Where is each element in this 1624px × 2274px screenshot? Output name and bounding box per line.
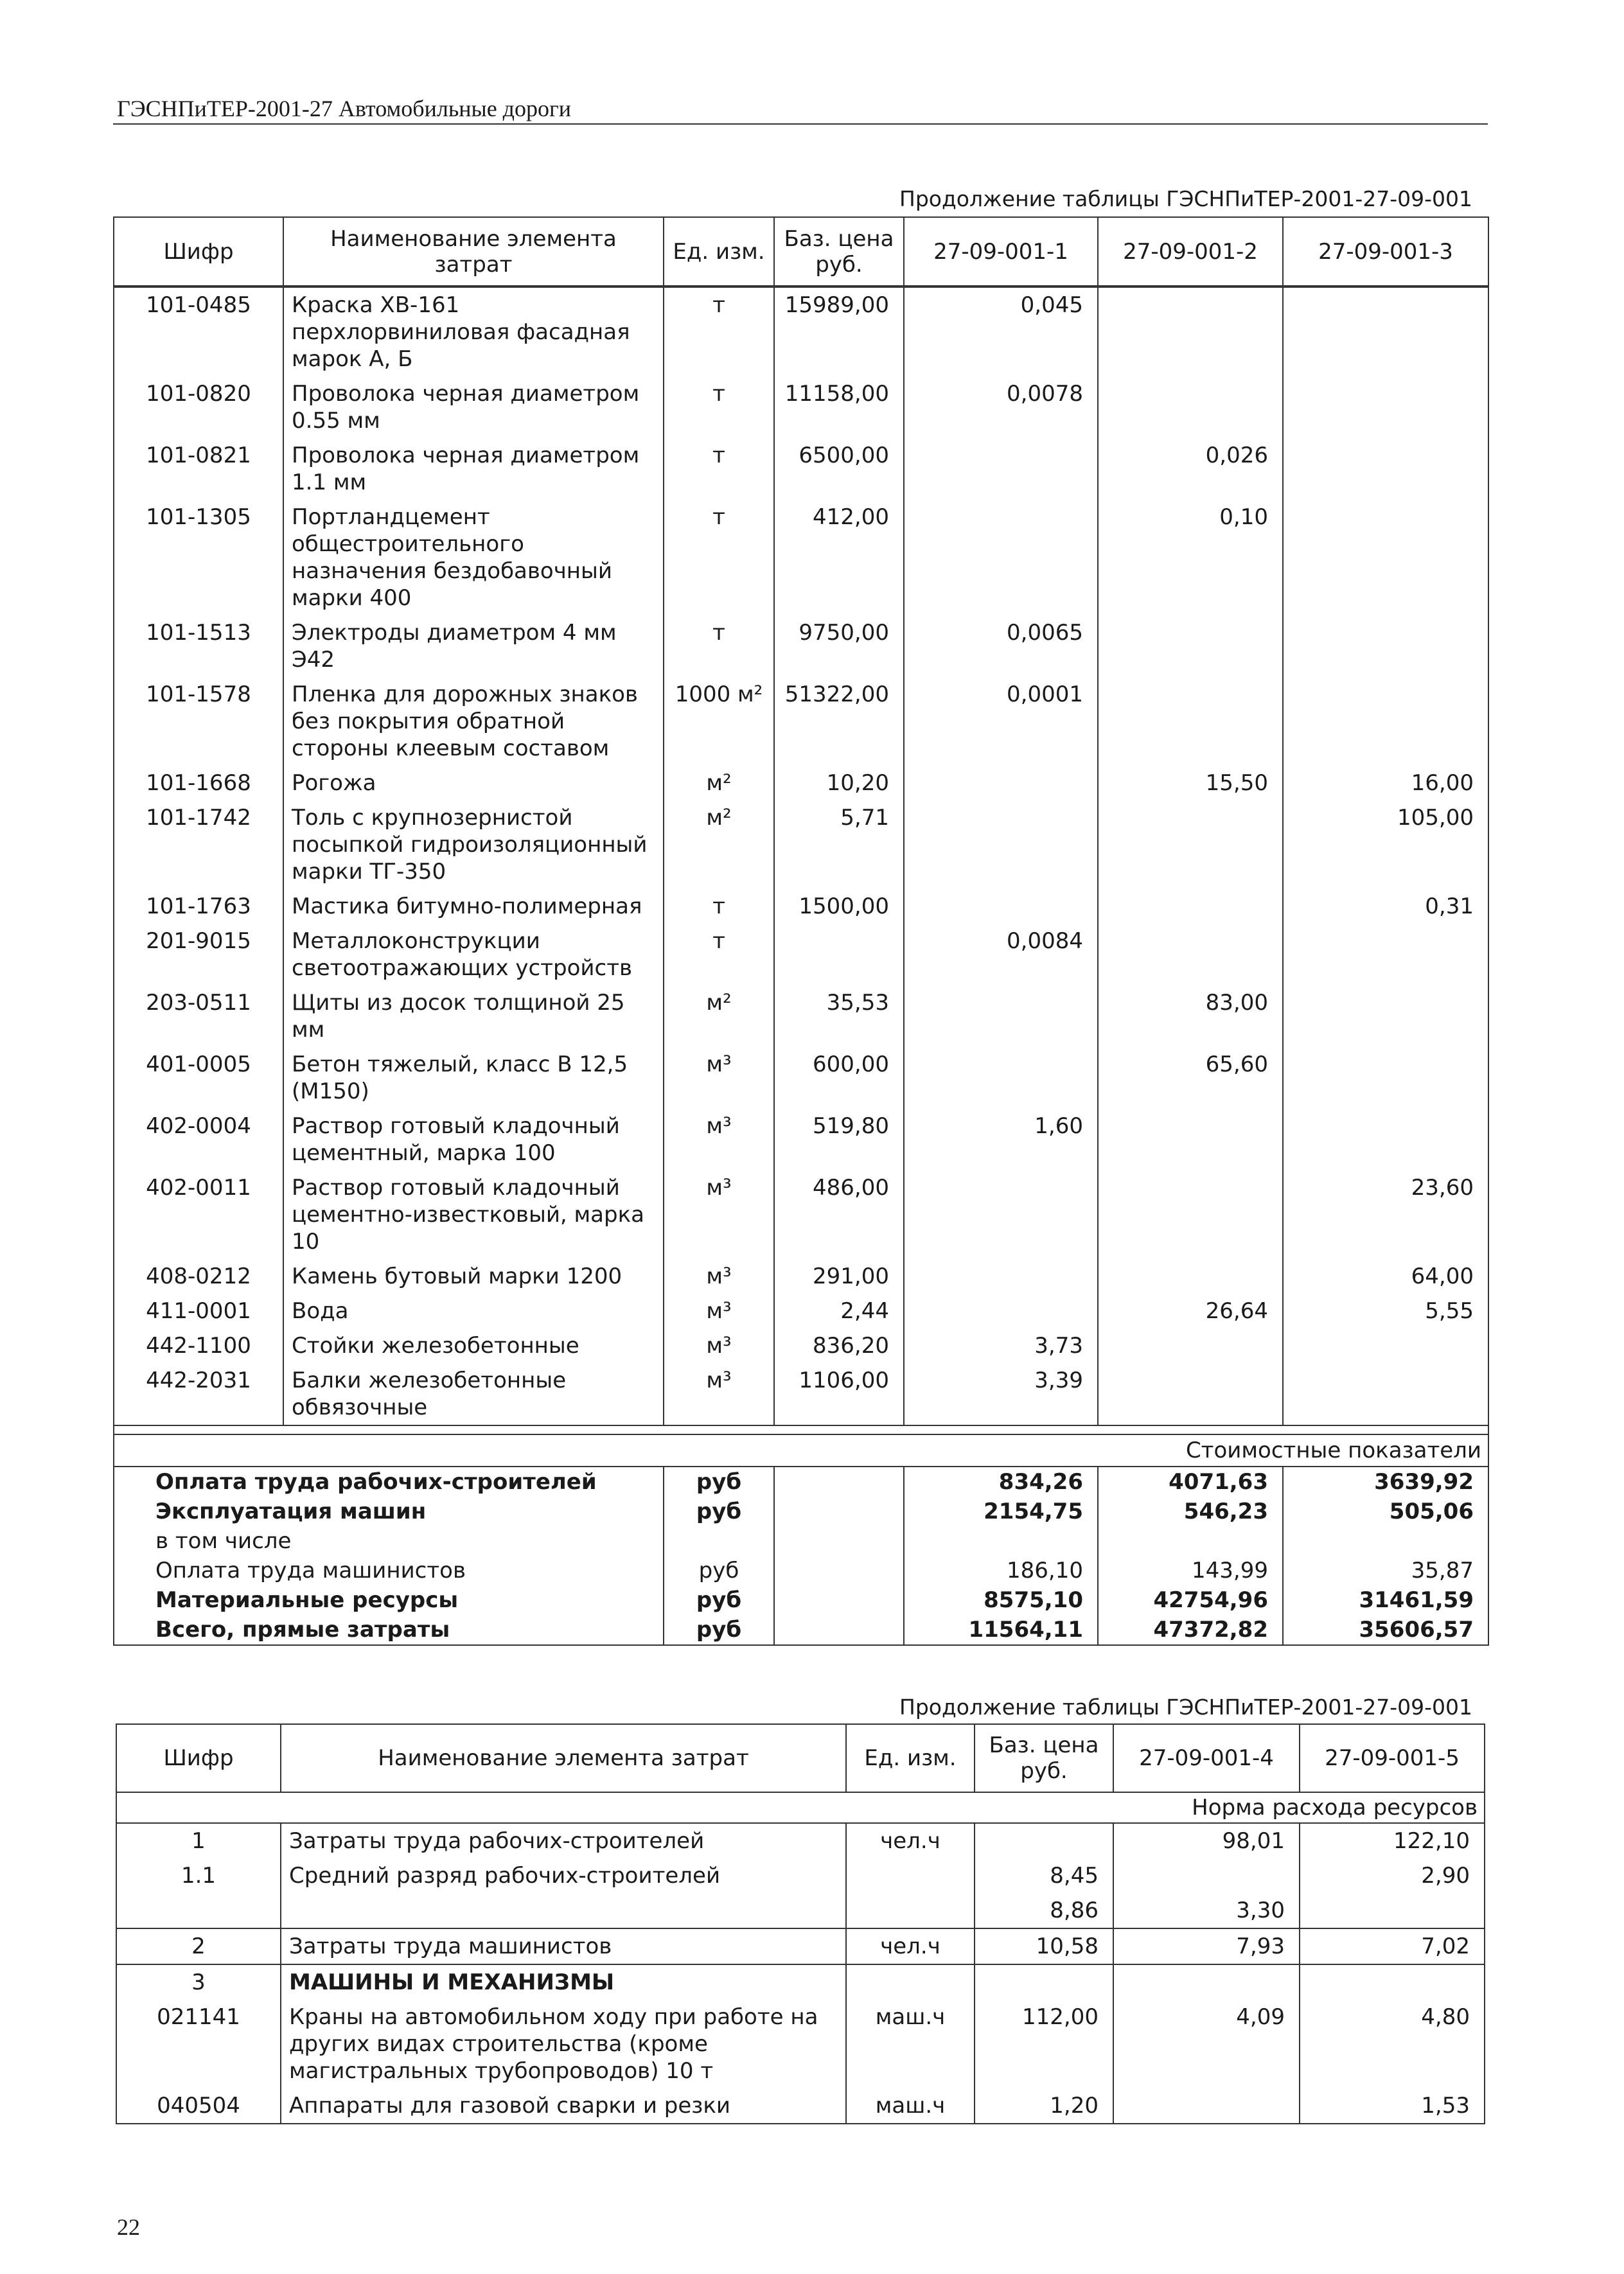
table-row: [114, 985, 1488, 1047]
row-unit: м³: [664, 1328, 774, 1363]
row-value-5: 122,10: [1300, 1823, 1485, 1858]
row-name: Проволока черная диаметром 1.1 мм: [283, 438, 664, 500]
row-value-4: 4,09: [1113, 2000, 1300, 2088]
summary-unit: [664, 1526, 774, 1556]
cost-indicators-row: [114, 1434, 1488, 1467]
table-row: [114, 615, 1488, 677]
row-unit: маш.ч: [846, 2000, 975, 2088]
row-value-2: 15,50: [1098, 766, 1283, 800]
table-row: [114, 1170, 1488, 1259]
row-value-2: [1098, 889, 1283, 924]
row-code: 442-2031: [114, 1363, 283, 1425]
row-value-3: [1283, 985, 1488, 1047]
row-unit: маш.ч: [846, 2088, 975, 2124]
summary-label: Материальные ресурсы: [114, 1585, 664, 1615]
summary-empty: [774, 1556, 904, 1585]
row-value-2: [1098, 1109, 1283, 1170]
table-row: [114, 800, 1488, 889]
row-value-1: 1,60: [904, 1109, 1098, 1170]
row-unit: м²: [664, 985, 774, 1047]
row-value-1: [904, 1259, 1098, 1294]
row-unit: т: [664, 924, 774, 985]
summary-row: [114, 1497, 1488, 1526]
row-name: Камень бутовый марки 1200: [283, 1259, 664, 1294]
row-name: Электроды диаметром 4 мм Э42: [283, 615, 664, 677]
row-value-2: [1098, 1170, 1283, 1259]
row-value-5: 2,90: [1300, 1858, 1485, 1893]
row-name: Бетон тяжелый, класс В 12,5 (М150): [283, 1047, 664, 1109]
table-row: [114, 1294, 1488, 1328]
row-code: 402-0004: [114, 1109, 283, 1170]
row-name: [281, 1893, 846, 1928]
row-value-3: 16,00: [1283, 766, 1488, 800]
summary-value-3: 505,06: [1283, 1497, 1488, 1526]
summary-unit: руб: [664, 1497, 774, 1526]
row-value-1: 3,39: [904, 1363, 1098, 1425]
table-row: [114, 1363, 1488, 1425]
row-unit: м³: [664, 1047, 774, 1109]
table-spacer-row: [114, 1425, 1488, 1434]
row-unit: м³: [664, 1109, 774, 1170]
row-name: Вода: [283, 1294, 664, 1328]
row-value-2: [1098, 1328, 1283, 1363]
row-base-price: 9750,00: [774, 615, 904, 677]
row-unit: 1000 м²: [664, 677, 774, 766]
row-name: Краны на автомобильном ходу при работе на других видах строительства (кроме магистральных трубопроводов) 10 т: [281, 2000, 846, 2088]
row-name: Балки железобетонные обвязочные: [283, 1363, 664, 1425]
row-value-4: [1113, 2088, 1300, 2124]
row-unit: [846, 1893, 975, 1928]
summary-label: Эксплуатация машин: [114, 1497, 664, 1526]
table2-body: [116, 1792, 1485, 2124]
row-base-price: 291,00: [774, 1259, 904, 1294]
row-name: Раствор готовый кладочный цементный, марка 100: [283, 1109, 664, 1170]
table-row: [114, 677, 1488, 766]
row-value-3: [1283, 376, 1488, 438]
row-base-price: 112,00: [975, 2000, 1113, 2088]
row-unit: т: [664, 500, 774, 615]
row-code: 101-0821: [114, 438, 283, 500]
header-col-27-09-001-3: 27-09-001-3: [1283, 217, 1488, 286]
row-value-3: [1283, 438, 1488, 500]
summary-unit: руб: [664, 1556, 774, 1585]
table-row: [114, 924, 1488, 985]
row-value-4: [1113, 1964, 1300, 2000]
row-code: [116, 1893, 281, 1928]
summary-row: [114, 1556, 1488, 1585]
row-value-2: 26,64: [1098, 1294, 1283, 1328]
page-header-title: ГЭСНПиТЕР-2001-27 Автомобильные дороги: [117, 96, 572, 121]
summary-value-2: 143,99: [1098, 1556, 1283, 1585]
row-value-2: [1098, 1259, 1283, 1294]
row-base-price: 10,20: [774, 766, 904, 800]
row-unit: т: [664, 376, 774, 438]
row-name: Стойки железобетонные: [283, 1328, 664, 1363]
summary-label: Всего, прямые затраты: [114, 1615, 664, 1645]
table-row: [114, 1109, 1488, 1170]
header-col-27-09-001-1: 27-09-001-1: [904, 217, 1098, 286]
summary-value-2: 47372,82: [1098, 1615, 1283, 1645]
table-row: [116, 1928, 1485, 1964]
row-code: 101-0485: [114, 286, 283, 376]
table-row: [116, 2088, 1485, 2124]
row-name: Толь с крупнозернистой посыпкой гидроизоляционный марки ТГ-350: [283, 800, 664, 889]
header2-unit: Ед. изм.: [846, 1724, 975, 1792]
row-name: Рогожа: [283, 766, 664, 800]
table-row: [114, 766, 1488, 800]
row-name: Средний разряд рабочих-строителей: [281, 1858, 846, 1893]
summary-unit: руб: [664, 1467, 774, 1497]
row-value-2: [1098, 677, 1283, 766]
row-base-price: 35,53: [774, 985, 904, 1047]
summary-row: [114, 1615, 1488, 1645]
row-base-price: 10,58: [975, 1928, 1113, 1964]
header2-col-27-09-001-5: 27-09-001-5: [1300, 1724, 1485, 1792]
summary-value-3: 35606,57: [1283, 1615, 1488, 1645]
row-value-2: [1098, 286, 1283, 376]
summary-unit: руб: [664, 1615, 774, 1645]
row-value-3: [1283, 1328, 1488, 1363]
row-base-price: 1,20: [975, 2088, 1113, 2124]
summary-empty: [774, 1467, 904, 1497]
row-value-4: [1113, 1858, 1300, 1893]
row-code: 101-1305: [114, 500, 283, 615]
header-code: Шифр: [114, 217, 283, 286]
summary-value-1: 2154,75: [904, 1497, 1098, 1526]
row-unit: м²: [664, 766, 774, 800]
row-value-1: [904, 985, 1098, 1047]
table-row: [116, 1964, 1485, 2000]
summary-value-1: [904, 1526, 1098, 1556]
header-col-27-09-001-2: 27-09-001-2: [1098, 217, 1283, 286]
row-value-3: 0,31: [1283, 889, 1488, 924]
row-base-price: [774, 924, 904, 985]
summary-label: Оплата труда машинистов: [114, 1556, 664, 1585]
header2-base-price: Баз. цена руб.: [975, 1724, 1113, 1792]
row-value-3: [1283, 924, 1488, 985]
row-value-2: 0,026: [1098, 438, 1283, 500]
row-value-3: [1283, 1047, 1488, 1109]
row-code: 101-1578: [114, 677, 283, 766]
row-unit: м³: [664, 1259, 774, 1294]
row-base-price: 8,86: [975, 1893, 1113, 1928]
row-unit: чел.ч: [846, 1928, 975, 1964]
row-value-5: [1300, 1893, 1485, 1928]
row-unit: м³: [664, 1170, 774, 1259]
row-base-price: 5,71: [774, 800, 904, 889]
row-name: Аппараты для газовой сварки и резки: [281, 2088, 846, 2124]
row-name: Затраты труда машинистов: [281, 1928, 846, 1964]
row-base-price: 51322,00: [774, 677, 904, 766]
summary-value-3: [1283, 1526, 1488, 1556]
row-code: 101-0820: [114, 376, 283, 438]
row-value-3: [1283, 1109, 1488, 1170]
row-unit: т: [664, 889, 774, 924]
row-base-price: 519,80: [774, 1109, 904, 1170]
summary-value-1: 834,26: [904, 1467, 1098, 1497]
row-value-3: [1283, 1363, 1488, 1425]
resource-table-1: [113, 216, 1489, 1646]
summary-value-3: 31461,59: [1283, 1585, 1488, 1615]
row-value-3: 105,00: [1283, 800, 1488, 889]
row-code: 040504: [116, 2088, 281, 2124]
row-value-2: [1098, 615, 1283, 677]
row-value-5: 1,53: [1300, 2088, 1485, 2124]
row-value-3: [1283, 286, 1488, 376]
row-unit: м³: [664, 1294, 774, 1328]
row-name: Раствор готовый кладочный цементно-известковый, марка 10: [283, 1170, 664, 1259]
table-row: [116, 1858, 1485, 1893]
row-code: 401-0005: [114, 1047, 283, 1109]
row-value-1: [904, 438, 1098, 500]
row-base-price: 2,44: [774, 1294, 904, 1328]
header-unit: Ед. изм.: [664, 217, 774, 286]
row-value-2: 83,00: [1098, 985, 1283, 1047]
row-unit: м²: [664, 800, 774, 889]
summary-empty: [774, 1615, 904, 1645]
header2-code: Шифр: [116, 1724, 281, 1792]
row-name: Щиты из досок толщиной 25 мм: [283, 985, 664, 1047]
summary-empty: [774, 1585, 904, 1615]
row-value-1: [904, 766, 1098, 800]
row-value-3: [1283, 677, 1488, 766]
summary-value-2: 4071,63: [1098, 1467, 1283, 1497]
row-value-1: [904, 500, 1098, 615]
row-base-price: 836,20: [774, 1328, 904, 1363]
row-unit: чел.ч: [846, 1823, 975, 1858]
row-value-3: 64,00: [1283, 1259, 1488, 1294]
row-value-2: [1098, 1363, 1283, 1425]
summary-value-1: 186,10: [904, 1556, 1098, 1585]
row-unit: т: [664, 286, 774, 376]
summary-empty: [774, 1497, 904, 1526]
summary-value-1: 8575,10: [904, 1585, 1098, 1615]
header2-name: Наименование элемента затрат: [281, 1724, 846, 1792]
row-value-1: [904, 1294, 1098, 1328]
row-unit: [846, 1858, 975, 1893]
row-name: Затраты труда рабочих-строителей: [281, 1823, 846, 1858]
row-code: 101-1668: [114, 766, 283, 800]
row-value-1: 0,0001: [904, 677, 1098, 766]
row-code: 411-0001: [114, 1294, 283, 1328]
row-unit: т: [664, 438, 774, 500]
row-unit: [846, 1964, 975, 2000]
row-base-price: 412,00: [774, 500, 904, 615]
row-base-price: 15989,00: [774, 286, 904, 376]
row-value-1: 0,045: [904, 286, 1098, 376]
row-value-4: 7,93: [1113, 1928, 1300, 1964]
row-value-2: 0,10: [1098, 500, 1283, 615]
summary-row: [114, 1526, 1488, 1556]
summary-label: Оплата труда рабочих-строителей: [114, 1467, 664, 1497]
row-code: 203-0511: [114, 985, 283, 1047]
row-name: Металлоконструкции светоотражающих устройств: [283, 924, 664, 985]
row-base-price: [975, 1823, 1113, 1858]
row-value-3: [1283, 615, 1488, 677]
header-rule: [113, 123, 1488, 125]
row-code: 101-1513: [114, 615, 283, 677]
summary-row: [114, 1585, 1488, 1615]
row-value-1: [904, 889, 1098, 924]
row-code: 2: [116, 1928, 281, 1964]
row-value-1: 3,73: [904, 1328, 1098, 1363]
table-row: [114, 1047, 1488, 1109]
table2-caption: Продолжение таблицы ГЭСНПиТЕР-2001-27-09-001: [899, 1695, 1473, 1720]
summary-value-2: 546,23: [1098, 1497, 1283, 1526]
summary-value-3: 3639,92: [1283, 1467, 1488, 1497]
header-name: Наименование элемента затрат: [283, 217, 664, 286]
row-base-price: 486,00: [774, 1170, 904, 1259]
summary-value-2: 42754,96: [1098, 1585, 1283, 1615]
header-base-price: Баз. цена руб.: [774, 217, 904, 286]
row-value-2: [1098, 924, 1283, 985]
summary-empty: [774, 1526, 904, 1556]
header2-col-27-09-001-4: 27-09-001-4: [1113, 1724, 1300, 1792]
row-code: 408-0212: [114, 1259, 283, 1294]
summary-value-2: [1098, 1526, 1283, 1556]
row-code: 021141: [116, 2000, 281, 2088]
row-value-3: 5,55: [1283, 1294, 1488, 1328]
summary-value-3: 35,87: [1283, 1556, 1488, 1585]
row-value-1: 0,0084: [904, 924, 1098, 985]
row-base-price: 1106,00: [774, 1363, 904, 1425]
norm-caption-label: Норма расхода ресурсов: [116, 1792, 1485, 1823]
row-base-price: 6500,00: [774, 438, 904, 500]
row-code: 442-1100: [114, 1328, 283, 1363]
row-code: 3: [116, 1964, 281, 2000]
row-value-1: [904, 1047, 1098, 1109]
table1-caption: Продолжение таблицы ГЭСНПиТЕР-2001-27-09-001: [899, 186, 1473, 211]
row-base-price: 1500,00: [774, 889, 904, 924]
row-name: Краска ХВ-161 перхлорвиниловая фасадная марок А, Б: [283, 286, 664, 376]
table-row: [114, 438, 1488, 500]
row-code: 1: [116, 1823, 281, 1858]
table-row: [116, 1893, 1485, 1928]
row-value-1: [904, 800, 1098, 889]
table-row: [114, 889, 1488, 924]
table-row: [114, 500, 1488, 615]
row-value-1: [904, 1170, 1098, 1259]
row-value-5: [1300, 1964, 1485, 2000]
row-value-4: 3,30: [1113, 1893, 1300, 1928]
row-code: 101-1742: [114, 800, 283, 889]
summary-value-1: 11564,11: [904, 1615, 1098, 1645]
norm-caption-row: [116, 1792, 1485, 1823]
page-number: 22: [117, 2214, 140, 2240]
resource-table-2: [116, 1723, 1485, 2124]
summary-row: [114, 1467, 1488, 1497]
row-value-4: 98,01: [1113, 1823, 1300, 1858]
row-value-2: [1098, 800, 1283, 889]
row-unit: т: [664, 615, 774, 677]
spacer-cell: [114, 1425, 1488, 1434]
table-row: [114, 376, 1488, 438]
summary-label: в том числе: [114, 1526, 664, 1556]
row-name: Проволока черная диаметром 0.55 мм: [283, 376, 664, 438]
row-value-5: 4,80: [1300, 2000, 1485, 2088]
row-value-2: [1098, 376, 1283, 438]
row-name: МАШИНЫ И МЕХАНИЗМЫ: [281, 1964, 846, 2000]
table-row: [116, 2000, 1485, 2088]
table1-body: [114, 286, 1488, 1645]
table-row: [114, 1259, 1488, 1294]
row-name: Пленка для дорожных знаков без покрытия обратной стороны клеевым составом: [283, 677, 664, 766]
row-code: 101-1763: [114, 889, 283, 924]
row-value-3: 23,60: [1283, 1170, 1488, 1259]
row-value-2: 65,60: [1098, 1047, 1283, 1109]
table-row: [114, 286, 1488, 376]
row-name: Мастика битумно-полимерная: [283, 889, 664, 924]
table-row: [116, 1823, 1485, 1858]
cost-indicators-label: Стоимостные показатели: [114, 1434, 1488, 1467]
row-code: 201-9015: [114, 924, 283, 985]
row-value-5: 7,02: [1300, 1928, 1485, 1964]
row-code: 1.1: [116, 1858, 281, 1893]
row-name: Портландцемент общестроительного назначения бездобавочный марки 400: [283, 500, 664, 615]
summary-unit: руб: [664, 1585, 774, 1615]
row-value-1: 0,0078: [904, 376, 1098, 438]
row-unit: м³: [664, 1363, 774, 1425]
row-base-price: [975, 1964, 1113, 2000]
table-row: [114, 1328, 1488, 1363]
row-base-price: 600,00: [774, 1047, 904, 1109]
row-value-3: [1283, 500, 1488, 615]
row-value-1: 0,0065: [904, 615, 1098, 677]
row-base-price: 8,45: [975, 1858, 1113, 1893]
row-code: 402-0011: [114, 1170, 283, 1259]
row-base-price: 11158,00: [774, 376, 904, 438]
